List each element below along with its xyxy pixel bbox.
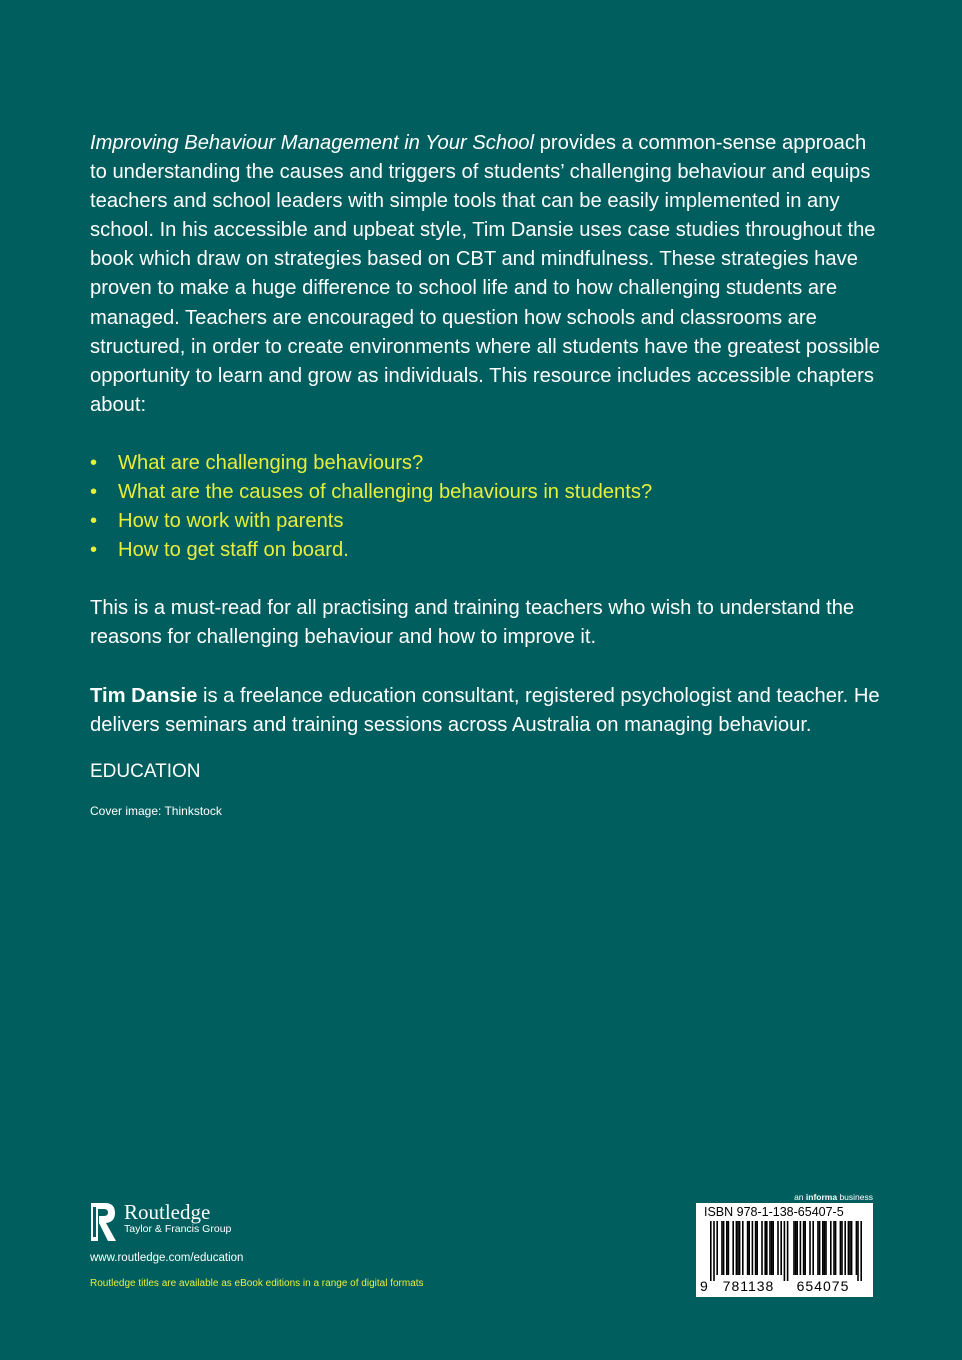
barcode-bar: [780, 1221, 782, 1275]
barcode-bar: [809, 1221, 811, 1275]
barcode-bar: [736, 1221, 738, 1275]
barcode-bar: [822, 1221, 824, 1275]
publisher-block: [90, 1201, 424, 1290]
barcode-bar: [804, 1221, 806, 1275]
book-title: Improving Behaviour Management in Your School: [90, 132, 535, 154]
barcode-right-digits: 654075: [796, 1278, 850, 1294]
intro-paragraph: [90, 129, 880, 420]
barcode-bar: [737, 1221, 739, 1275]
barcode-bar: [748, 1221, 750, 1275]
barcode-bar: [710, 1221, 712, 1281]
bullet-icon: •: [90, 510, 98, 533]
chapter-list: [90, 449, 880, 565]
barcode-icon: [700, 1221, 869, 1281]
informa-tagline: an informa business: [794, 1192, 873, 1202]
barcode-bar: [824, 1221, 826, 1275]
category-label: EDUCATION: [90, 760, 201, 782]
barcode-bar: [841, 1221, 843, 1275]
barcode-bar: [784, 1221, 786, 1281]
barcode-bar: [769, 1221, 771, 1275]
barcode-bar: [803, 1221, 805, 1275]
chapter-item: [90, 478, 880, 507]
barcode-bar: [761, 1221, 763, 1275]
chapter-item: [90, 536, 880, 565]
back-cover-text: [90, 129, 880, 819]
barcode-bar: [851, 1221, 853, 1275]
barcode-box: [696, 1203, 873, 1297]
barcode-bar: [835, 1221, 837, 1275]
barcode-bar: [771, 1221, 773, 1275]
barcode-bar: [849, 1221, 851, 1275]
barcode-bar: [772, 1221, 774, 1275]
chapter-item: [90, 449, 880, 478]
chapter-item-label: What are challenging behaviours?: [118, 451, 424, 474]
barcode-bar: [713, 1221, 715, 1281]
routledge-r-icon: [90, 1201, 118, 1243]
barcode-bar: [860, 1221, 862, 1281]
chapter-item-label: How to work with parents: [118, 510, 344, 533]
barcode-bar: [795, 1221, 797, 1275]
barcode-bar: [833, 1221, 835, 1275]
intro-text: provides a common-sense approach to understanding the causes and triggers of students’ challenging behaviour and equips teachers and school leaders with simple tools that can be easily implemented in any school. In his accessible and upbeat style, Tim Dansie uses case studies throughout the book which draw on strategies based on CBT and mindfulness. These strategies have proven to make a huge difference to school life and to how challenging students are managed. Teachers are encouraged to question how schools and classrooms are structured, in order to create environments where all students have the greatest possible opportunity to learn and grow as individuals. This resource includes accessible chapters about:: [90, 132, 880, 416]
barcode-bar: [793, 1221, 795, 1275]
author-name: Tim Dansie: [90, 684, 198, 707]
barcode-bar: [723, 1221, 725, 1275]
barcode-bar: [796, 1221, 798, 1275]
barcode-bar: [817, 1221, 819, 1275]
barcode-bar: [747, 1221, 749, 1275]
barcode-bar: [764, 1221, 766, 1275]
cover-credit: Cover image: Thinkstock: [90, 803, 222, 818]
bullet-icon: •: [90, 539, 98, 562]
barcode-bar: [739, 1221, 741, 1275]
barcode-left-digits: 781138: [722, 1278, 775, 1294]
chapter-item-label: What are the causes of challenging behaviours in students?: [118, 481, 653, 504]
barcode-bar: [752, 1221, 754, 1275]
barcode-bar: [721, 1221, 723, 1275]
barcode-bar: [716, 1221, 718, 1275]
publisher-url: www.routledge.com/education: [90, 1252, 244, 1264]
barcode-bar: [766, 1221, 768, 1275]
barcode-bar: [812, 1221, 814, 1275]
author-bio: [90, 682, 880, 740]
barcode-bar: [857, 1221, 859, 1281]
barcode-bar: [777, 1221, 779, 1275]
barcode-bar: [756, 1221, 758, 1275]
barcode-bar: [844, 1221, 846, 1275]
must-read-paragraph: This is a must-read for all practising and training teachers who wish to understand the reasons for challenging behaviour and how to improve it.: [90, 597, 855, 649]
chapter-item-label: How to get staff on board.: [118, 539, 349, 562]
barcode-first-digit: 9: [700, 1278, 708, 1294]
barcode-bar: [742, 1221, 744, 1275]
barcode-bar: [830, 1221, 832, 1275]
barcode-bar: [728, 1221, 730, 1275]
author-bio-text: is a freelance education consultant, registered psychologist and teacher. He delivers seminars and training sessions across Australia on managing behaviour.: [90, 684, 880, 736]
bullet-icon: •: [90, 481, 98, 504]
publisher-name: Routledge: [124, 1200, 211, 1224]
routledge-logo: [90, 1201, 424, 1243]
barcode-bar: [825, 1221, 827, 1275]
barcode-bar: [819, 1221, 821, 1275]
barcode-bar: [726, 1221, 728, 1275]
barcode-digits: [700, 1279, 869, 1294]
bullet-icon: •: [90, 451, 98, 474]
barcode-bar: [856, 1221, 858, 1275]
isbn-number: ISBN 978-1-138-65407-5: [704, 1205, 844, 1219]
barcode-bar: [840, 1221, 842, 1275]
barcode-bar: [755, 1221, 757, 1275]
publisher-group: Taylor & Francis Group: [124, 1223, 232, 1235]
barcode-bar: [848, 1221, 850, 1275]
ebook-note: Routledge titles are available as eBook editions in a range of digital formats: [90, 1278, 424, 1289]
barcode-bar: [732, 1221, 734, 1275]
isbn-area: [696, 1192, 873, 1297]
barcode-bar: [787, 1221, 789, 1281]
chapter-item: [90, 507, 880, 536]
barcode-bar: [800, 1221, 802, 1275]
